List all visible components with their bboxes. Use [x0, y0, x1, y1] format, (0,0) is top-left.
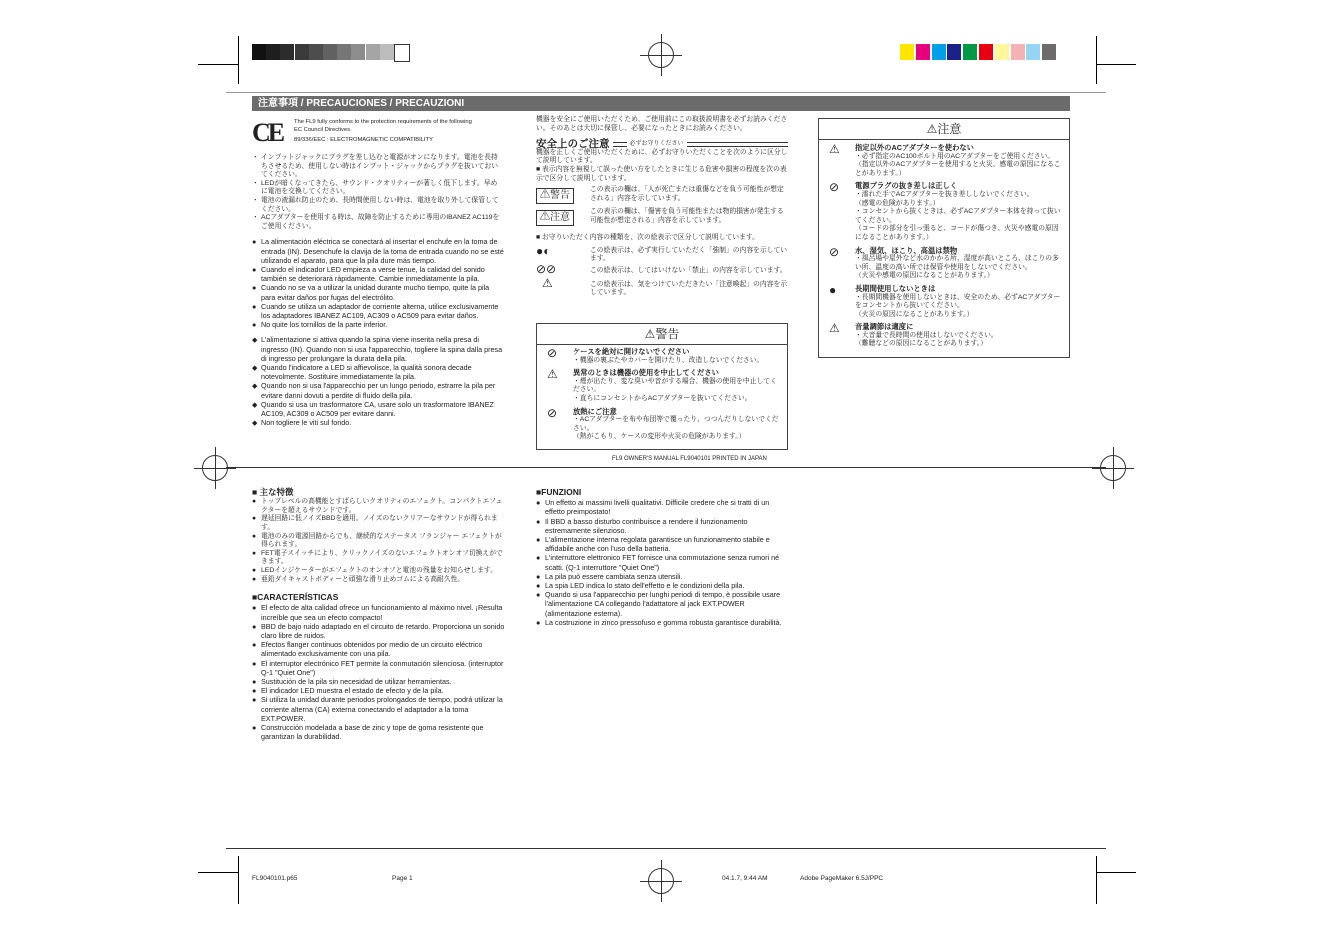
crop-mark: [198, 64, 238, 65]
list-item-text: ACアダプターを使用する時は、故障を防止するために専用のIBANEZ AC119をご使用ください。: [261, 214, 500, 230]
color-swatch: [963, 44, 977, 60]
list-item-text: L'alimentazione interna regolata garantisce un funzionamento stabile e affidabile anche con l'uso della batteria.: [545, 535, 770, 554]
list-item: [252, 302, 504, 320]
list-item: [252, 533, 506, 550]
safety-symbol-icon: ⚠: [829, 142, 840, 156]
print-footer: FL9 OWNER'S MANUAL FL9040101 PRINTED IN JAPAN: [612, 456, 767, 462]
crop-mark: [198, 872, 238, 873]
list-item-text: L'alimentazione si attiva quando la spina viene inserita nella presa di ingresso (IN). Quando non si usa l'apparecchio, togliere la spina dalla presa di ingresso per prolungare la durata della pila.: [261, 335, 503, 363]
list-item: [536, 590, 790, 618]
crop-mark: [238, 36, 239, 84]
bullet-icon: ・: [252, 196, 259, 204]
bullet-icon: ●: [252, 301, 257, 311]
caution-definition: この表示の欄は、「傷害を負う可能性または物的損害が発生する可能性が想定される」内容を示しています。: [590, 208, 784, 224]
safety-item-heading: 放熱にご注意: [573, 406, 617, 416]
bullet-icon: ●: [536, 498, 541, 508]
safety-item: [819, 244, 1065, 281]
list-item-text: Il BBD a basso disturbo contribuisce a rendere il funzionamento estremamente silenzioso.: [545, 516, 748, 535]
caution-legend-row: [536, 208, 788, 230]
safety-title-row: [536, 140, 788, 149]
slug-date: 04.1.7, 9:44 AM: [722, 875, 768, 882]
ce-line: 89/336/EEC : ELECTROMAGNETIC COMPATIBILITY: [294, 137, 433, 143]
safety-symbol-icon: ●: [829, 282, 837, 297]
list-item: [252, 603, 506, 621]
safety-item-body: （火災や感電の原因になることがあります。）: [855, 272, 994, 280]
list-item: [252, 381, 504, 399]
grayscale-swatch: [323, 44, 337, 60]
list-item: [536, 517, 790, 535]
bullet-icon: ●: [252, 686, 257, 696]
list-item-text: 亜鉛ダイキャストボディーと頑強な滑り止めゴムによる高耐久性。: [261, 575, 465, 583]
color-swatch: [995, 44, 1009, 60]
list-item: [252, 515, 506, 532]
safety-item-heading: 音量調節は適度に: [855, 322, 914, 332]
list-item: [252, 498, 506, 515]
list-item-text: El interruptor electrónico FET permite la conmutación silenciosa. (interruptor Q-1 "Quiet One"): [261, 658, 504, 677]
list-item-text: La alimentación eléctrica se conectará al insertar el enchufe en la toma de entrada (IN). Desenchufe la clavija de la toma de entrada cuando no se esté utilizando el aparato, para que la pila dure más tiempo.: [261, 237, 504, 265]
safety-subtitle: 必ずお守りください: [629, 141, 684, 148]
list-item-text: Un effetto ai massimi livelli qualitativi. Difficile credere che si tratti di un effetto preimpostato!: [545, 498, 770, 517]
bullet-icon: ●: [252, 575, 257, 583]
bullet-icon: ●: [252, 283, 257, 293]
list-item-text: L'interruttore elettronico FET fornisce una commutazione senza rumori né scatti. (Q-1 interruttore "Quiet One"): [545, 553, 780, 572]
crop-mark: [1096, 872, 1136, 873]
list-item-text: 電池の液漏れ防止のため、長時間使用しない時は、電池を取り外して保管してください。: [261, 196, 499, 213]
prohibited-definition: この絵表示は、してはいけない「禁止」の内容を示しています。: [590, 266, 787, 274]
safety-item: [819, 323, 1065, 349]
safety-item: [819, 282, 1065, 319]
bullet-icon: ●: [252, 264, 257, 274]
list-item: [252, 400, 504, 418]
section-header: 注意事項 / PRECAUCIONES / PRECAUZIONI: [252, 96, 1070, 111]
crop-mark: [238, 856, 239, 904]
safety-item-body: （難聴などの原因になることがあります。）: [855, 340, 987, 348]
safety-item-body: ・ACアダプターを布や布団等で覆ったり、つつんだりしないでください。: [573, 416, 779, 432]
safety-symbol-icon: ⊘: [829, 180, 840, 195]
safety-item-body: （熱がこもり、ケースの変形や火災の危険があります。）: [573, 433, 746, 441]
bullet-icon: ●: [536, 535, 541, 545]
caution-box: [818, 118, 1070, 358]
safety-item: [537, 405, 783, 442]
registration-mark-bottom: [648, 868, 674, 894]
color-swatch: [979, 44, 993, 60]
ce-line: EC Council Directives.: [294, 127, 352, 133]
list-item-text: Quando si usa l'apparecchio per lunghi periodi di tempo, è possibile usare l'alimentazione CA collegando l'adattatore al jack EXT.POWER (alimentazione esterna).: [545, 590, 781, 618]
caution-box-title: ⚠注意: [819, 119, 1069, 140]
bullet-icon: ●: [252, 621, 257, 631]
list-item-text: インプットジャックにプラグを差し込むと電源がオンになります。電池を長持ちさせるため、使用しない時はインプット・ジャックからプラグを抜いておいてください。: [261, 154, 499, 179]
grayscale-swatch: [252, 44, 266, 60]
safety-item-body: ・濡れた手でACアダプターを抜き差ししないでください。: [855, 190, 1034, 198]
slug-file: FL9040101.p65: [252, 875, 298, 882]
list-item: [252, 622, 506, 640]
bullet-icon: ●: [252, 603, 257, 613]
list-item: [252, 695, 506, 723]
list-item: [536, 535, 790, 553]
color-swatch: [1042, 44, 1056, 60]
safety-symbol-icon: ⊘: [829, 244, 840, 259]
mandatory-definition: この絵表示は、必ず実行していただく「強制」の内容を示しています。: [590, 246, 788, 263]
list-item-text: Quando l'indicatore a LED si affievolisce, la qualità sonora decade notevolmente. Sostituire immediatamente la pila.: [261, 362, 472, 382]
safety-item-body: ・必ず指定のAC100ボルト用のACアダプターをご使用ください。: [855, 152, 1055, 160]
grayscale-swatch: [309, 44, 323, 60]
safety-symbol-icon: ⊘: [547, 346, 558, 360]
crop-mark: [1096, 36, 1097, 84]
list-item: [252, 640, 506, 658]
safety-column: [536, 116, 788, 301]
list-item-text: Cuando no se va a utilizar la unidad durante mucho tiempo, quite la pila para evitar daños por fugas del electrólito.: [261, 283, 490, 302]
registration-mark-left: [202, 455, 228, 481]
color-swatch: [1011, 44, 1025, 60]
trim-line-top: [226, 92, 1106, 93]
bullet-icon: ●: [252, 237, 257, 247]
list-item: [252, 237, 504, 265]
list-item: [252, 154, 504, 180]
safety-item-heading: ケースを絶対に開けないでください: [573, 347, 690, 356]
ce-logo: CE: [252, 118, 283, 147]
features-it-title: ■FUNZIONI: [536, 487, 582, 497]
list-item: [252, 723, 506, 741]
symbol-row-attention: [536, 275, 788, 301]
ce-statement: [294, 118, 506, 144]
features-right-column: [536, 488, 790, 627]
list-item: [252, 567, 506, 576]
list-item: [252, 197, 504, 214]
list-item: [536, 553, 790, 571]
crop-mark: [1096, 64, 1136, 65]
bullet-icon: ●: [252, 640, 257, 650]
warning-box: [536, 323, 788, 450]
color-swatch: [900, 44, 914, 60]
safety-item-body: （火災の原因になることがあります。）: [855, 310, 974, 318]
bullet-icon: ●: [536, 553, 541, 563]
features-jp-list: [252, 498, 506, 584]
registration-mark-top: [648, 42, 674, 68]
safety-item: [819, 182, 1065, 242]
safety-item-body: ・機器の裏ぶたやカバーを開けたり、改造しないでください。: [573, 356, 764, 364]
grayscale-swatch: [394, 44, 410, 62]
list-item: [252, 214, 504, 231]
bullet-icon: ●: [536, 617, 541, 627]
grayscale-swatch: [266, 44, 280, 60]
list-item-text: El indicador LED muestra el estado de efecto y de la pila.: [261, 686, 444, 696]
slug-page: Page 1: [392, 875, 413, 882]
list-item-text: Efectos flanger continuos obtenidos por medio de un circuito eléctrico alimentado exclusivamente con una pila.: [261, 640, 483, 659]
fold-line: [226, 467, 1106, 468]
list-item-text: 電池のみの電源回路からでも、継続的なステータス フランジャー エフェクトが得られます。: [261, 532, 502, 549]
grayscale-swatch: [351, 44, 365, 60]
warning-items: [537, 345, 787, 442]
list-item-text: LEDインジケーターがエフェクトのオンオフと電池の残量をお知らせします。: [261, 566, 497, 574]
list-item-text: Quando si usa un trasformatore CA, usare solo un trasformatore IBANEZ AC109, AC309 o AC509 per evitare danni.: [261, 399, 494, 418]
bullet-icon: ●: [252, 566, 257, 574]
bullet-icon: ●: [252, 722, 257, 732]
bullet-icon: ●: [536, 571, 541, 581]
list-item-text: LEDが暗くなってきたら、サウンド・クオリティーが著しく低下します。早めに電池を交換してください。: [261, 179, 498, 196]
list-item: [252, 283, 504, 301]
bullet-icon: ●: [252, 498, 257, 506]
grayscale-swatch: [366, 44, 380, 60]
safety-item-body: （感電の危険があります。）: [855, 199, 940, 207]
caution-items: [819, 140, 1069, 349]
safety-description: 機器を正しくご使用いただくために、必ずお守りいただくことを次のように区分して説明しています。: [536, 148, 788, 165]
safety-item-body: （コードの部分を引っ張ると、コードが傷つき、火災や感電の原因になることがあります。）: [855, 225, 1059, 241]
list-item: [252, 659, 506, 677]
bullet-icon: ●: [252, 658, 257, 668]
safety-item-body: ・長期間機器を使用しないときは、安全のため、必ずACアダプターをコンセントから抜いてください。: [855, 293, 1061, 310]
list-item-text: Sustitución de la pila sin necesidad de utilizar herramientas.: [261, 676, 452, 686]
safety-symbol-icon: ⚠: [829, 321, 840, 336]
list-item: [252, 550, 506, 567]
list-item: [536, 581, 790, 590]
safety-item: [537, 348, 783, 365]
warning-box-title: ⚠警告: [537, 324, 787, 345]
slug-app: Adobe PageMaker 6.5J/PPC: [800, 875, 884, 882]
features-jp-title: ■ 主な特徴: [252, 487, 294, 497]
mandatory-icon: ●◐: [536, 243, 551, 258]
bullet-icon: ●: [252, 515, 257, 523]
symbol-row-mandatory: [536, 243, 788, 267]
safety-symbol-icon: ⚠: [547, 367, 558, 382]
bullet-icon: ◆: [252, 399, 258, 409]
bullet-icon: ●: [252, 695, 257, 705]
list-item-text: El efecto de alta calidad ofrece un funcionamiento al máximo nivel. ¡Resulta increíble que sea un efecto compacto!: [261, 603, 503, 622]
list-item: [252, 677, 506, 686]
color-swatch: [916, 44, 930, 60]
features-it-list: [536, 498, 790, 627]
safety-item-body: ・コンセントから抜くときは、必ずACアダプター本体を持って抜いてください。: [855, 208, 1061, 224]
safety-item-heading: 電源プラグの抜き差しは正しく: [855, 181, 958, 191]
crop-mark: [1096, 856, 1097, 904]
registration-mark-right: [1100, 455, 1126, 481]
list-item-text: Cuando el indicador LED empieza a verse tenue, la calidad del sonido también se deteriorará rápidamente. Cambie inmediatamente la pila.: [261, 264, 485, 284]
list-item-text: La pila può essere cambiata senza utensili.: [545, 571, 683, 581]
list-item-text: Cuando se utiliza un adaptador de corriente alterna, utilice exclusivamente los adaptadores IBANEZ AC109, AC309 o AC509 para evitar daños.: [261, 301, 499, 320]
safety-item-heading: 指定以外のACアダプターを使わない: [855, 143, 974, 152]
grayscale-swatch: [337, 44, 351, 60]
attention-icon: ⚠: [542, 275, 553, 290]
list-item-text: 遅延回路に低ノイズBBDを適用。ノイズのないクリアーなサウンドが得られます。: [261, 515, 498, 531]
trim-line-bottom: [226, 848, 1106, 849]
list-item-text: La costruzione in zinco pressofuso e gomma robusta garantisce durabilità.: [545, 617, 782, 627]
safety-item-heading: 異常のときは機器の使用を中止してください: [573, 368, 719, 378]
bullet-icon: ●: [536, 590, 541, 600]
warning-legend-row: [536, 186, 788, 208]
bullet-icon: ・: [252, 179, 259, 187]
list-item: [536, 572, 790, 581]
es-notes-list: [252, 237, 504, 329]
list-item-text: Quando non si usa l'apparecchio per un lungo periodo, estrarre la pila per evitare danni dovuti a perdite di fluido della pila.: [261, 381, 496, 400]
warning-label: ⚠警告: [536, 188, 574, 204]
bullet-icon: ◆: [252, 418, 258, 428]
caution-label: ⚠注意: [536, 210, 574, 226]
symbol-row-prohibited: [536, 261, 788, 281]
list-item: [252, 180, 504, 197]
list-item-text: No quite los tornillos de la parte inferior.: [261, 320, 388, 330]
bullet-icon: ・: [252, 214, 259, 222]
safety-item-body: ・風呂場や屋外など水のかかる所、湿度が高いところ、ほこりの多い所、温度の高い所では保管や使用をしないでください。: [855, 255, 1059, 271]
safety-symbol-icon: ⊘: [547, 405, 558, 420]
ce-block: [252, 116, 504, 148]
safety-item-body: ・煙が出たり、変な臭いや音がする場合、機器の使用を中止してください。: [573, 377, 777, 394]
bullet-icon: ◆: [252, 381, 258, 391]
list-item-text: BBD de bajo ruido adaptado en el circuito de retardo. Proporciona un sonido claro libre de ruidos.: [261, 621, 505, 640]
list-item: [252, 265, 504, 283]
bullet-icon: ●: [536, 581, 541, 591]
list-item: [252, 418, 504, 427]
symbols-note: ■ お守りいただく内容の種類を、次の絵表示で区分して説明しています。: [536, 234, 759, 242]
list-item-text: FET電子スイッチにより、クリックノイズのないエフェクトオンオフ切換えができます。: [261, 549, 503, 566]
ce-line: The FL9 fully conforms to the protection requirements of the following: [294, 119, 472, 125]
title-rule: [687, 142, 788, 147]
color-swatch: [947, 44, 961, 60]
safety-item: [537, 369, 783, 403]
bullet-icon: ◆: [252, 362, 258, 372]
bullet-icon: ・: [252, 154, 259, 161]
safety-item-body: ・大音量で長時間の使用はしないでください。: [855, 331, 998, 339]
list-item-text: Construcción modelada a base de zinc y tope de goma resistente que garantizan la durabilidad.: [261, 722, 484, 742]
features-es-title: ■CARACTERÍSTICAS: [252, 592, 339, 603]
grayscale-swatch: [280, 44, 294, 60]
list-item: [252, 320, 504, 329]
list-item: [252, 363, 504, 381]
prohibited-icon: ⊘⊘: [536, 261, 557, 276]
attention-definition: この絵表示は、気をつけていただきたい「注意喚起」の内容を示しています。: [590, 280, 788, 297]
precautions-column: [252, 116, 504, 427]
jp-notes-list: [252, 154, 504, 231]
safety-item: [819, 144, 1065, 178]
intro-text: 機器を安全にご使用いただくため、ご使用前にこの取扱説明書を必ずお読みください。そのあとは大切に保管し、必要になったときにお読みください。: [536, 116, 788, 132]
warning-definition: この表示の欄は、「人が死亡または重傷などを負う可能性が想定される」内容を示しています。: [590, 186, 784, 202]
list-item: [252, 576, 506, 585]
list-item: [536, 498, 790, 516]
title-rule: [613, 142, 627, 147]
table-note: ■ 表示内容を無視して誤った使い方をしたときに生じる危害や損害の程度を次の表示で区分して説明しています。: [536, 165, 787, 182]
list-item-text: Non togliere le viti sul fondo.: [261, 418, 352, 428]
grayscale-swatch: [295, 44, 309, 60]
it-notes-list: [252, 335, 504, 427]
color-swatch: [932, 44, 946, 60]
bullet-icon: ●: [252, 320, 257, 330]
list-item: [252, 686, 506, 695]
list-item-text: Si utiliza la unidad durante periodos prolongados de tiempo, podrá utilizar la corriente alterna (CA) externa conectando el adaptador a la toma EXT.POWER.: [261, 695, 503, 723]
bullet-icon: ●: [252, 532, 257, 540]
color-swatch: [1026, 44, 1040, 60]
bullet-icon: ●: [536, 516, 541, 526]
bullet-icon: ●: [252, 549, 257, 557]
features-es-list: [252, 603, 506, 741]
safety-item-body: （指定以外のACアダプターを使用すると火災、感電の原因になることがあります。）: [855, 161, 1061, 177]
list-item: [536, 618, 790, 627]
bullet-icon: ◆: [252, 335, 258, 345]
grayscale-swatch: [380, 44, 394, 60]
safety-title: 安全上のご注意: [536, 138, 610, 151]
features-left-column: [252, 488, 506, 741]
bullet-icon: ●: [252, 676, 257, 686]
list-item: [252, 335, 504, 363]
safety-item-body: ・直ちにコンセントからACアダプターを抜いてください。: [573, 394, 752, 402]
safety-item-heading: 水、湿気、ほこり、高温は禁物: [855, 245, 958, 255]
list-item-text: トップレベルの高機能とすばらしいクオリティのエフェクト。コンパクトエフェクターを超えるサウンドです。: [261, 498, 503, 514]
list-item-text: La spia LED indica lo stato dell'effetto e le condizioni della pila.: [545, 581, 745, 591]
safety-item-heading: 長期間使用しないときは: [855, 283, 936, 293]
